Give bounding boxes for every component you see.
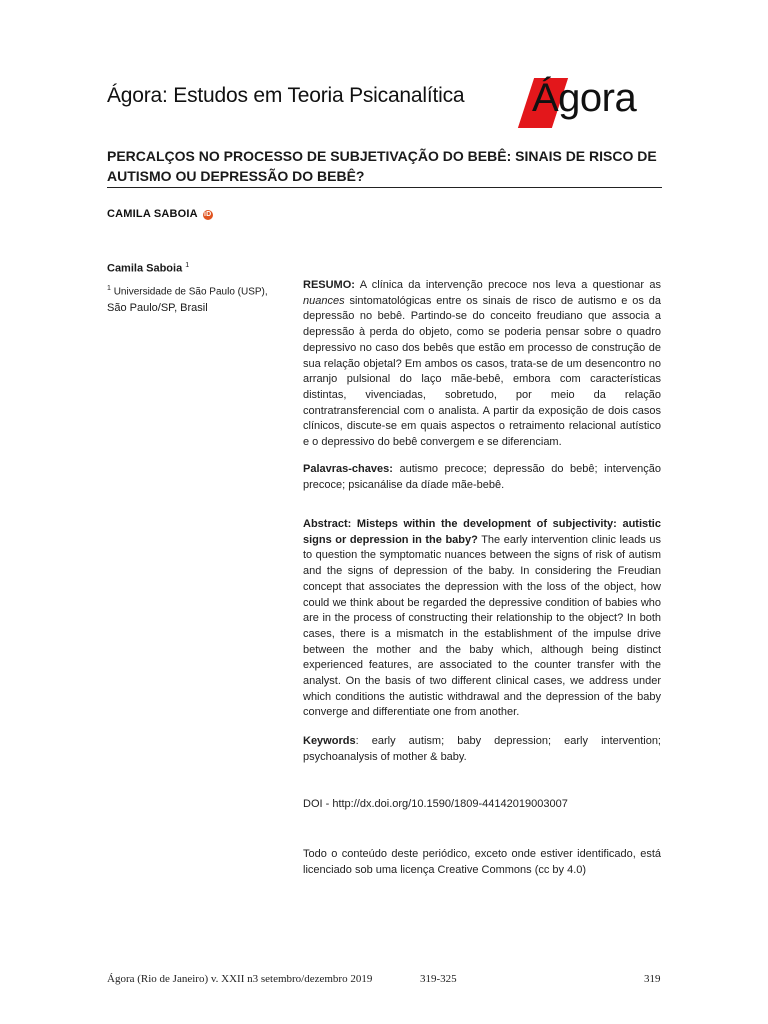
abstract-text: The early intervention clinic leads us to question the symptomatic nuances between the signs of risk of autism and the signs of depression of the baby. In considering the Freudian concept that associates the depression with the loss of the object, how could we think about be regarded the depressive condition of babies who are in the process of constructing their relationship to the object? In both cases, there is a mismatch in the establishment of the impulse drive between the mother and the baby which, although being distinct experienced features, are associated to the counter transfer with the analyst. On the basis of two different clinical cases, we address under which conditions the autistic withdrawal and the depression of the baby converge and differentiate one from another. xyxy=(303,533,661,719)
author-name: CAMILA SABOIA xyxy=(107,208,198,220)
affiliation-institution: Universidade de São Paulo (USP), xyxy=(113,286,268,298)
abstract-label: Abstract: Misteps within the development of subjectivity: autistic signs or depression in the baby? xyxy=(303,518,661,546)
resumo-label: RESUMO: xyxy=(303,279,355,291)
affiliation-author-name: Camila Saboia xyxy=(107,262,183,275)
license-notice: Todo o conteúdo deste periódico, exceto onde estiver identificado, está licenciado sob uma licença Creative Commons (cc by 4.0) xyxy=(303,848,661,876)
palavras-label: Palavras-chaves: xyxy=(303,463,393,475)
affiliation-details xyxy=(107,281,282,316)
resumo-text-b: sintomatológicas entre os sinais de risco de autismo e os da depressão no bebê. Partindo-se do conceito freudiano que associa a depressão à perda do objeto, como se poderia pensar sobre o quadro depressivo no caso dos bebês que estão em processo de construção de sua relação objetal? Em ambos os casos, trata-se de um desencontro no arranjo pulsional do laço mãe-bebê, embora com características distintas, vivenciadas, sobretudo, por meio da relação contratransferencial com o analista. A partir da exposição de dois casos clínicos, discute-se em quais aspectos o retraimento relacional autístico e o depressivo do bebê convergem e se diferenciam. xyxy=(303,294,661,449)
journal-logo xyxy=(518,72,643,128)
title-divider xyxy=(107,187,662,188)
keywords-text: : early autism; baby depression; early intervention; psychoanalysis of mother & baby. xyxy=(303,735,661,763)
affiliation-marker: 1 xyxy=(185,262,190,269)
keywords-label: Keywords xyxy=(303,735,356,747)
affiliation-city: São Paulo/SP, Brasil xyxy=(107,302,208,315)
author-byline xyxy=(107,208,213,220)
doi-link[interactable]: DOI - http://dx.doi.org/10.1590/1809-44142019003007 xyxy=(303,798,568,810)
journal-title: Ágora: Estudos em Teoria Psicanalítica xyxy=(107,84,465,107)
page-number: 319 xyxy=(644,973,661,985)
resumo-paragraph xyxy=(303,278,661,451)
palavras-chaves-paragraph xyxy=(303,462,661,493)
resumo-italic: nuances xyxy=(303,294,345,307)
affiliation-author xyxy=(107,262,189,275)
footer-page-range: 319-325 xyxy=(420,973,457,985)
logo-text: Ágora xyxy=(532,76,637,120)
keywords-paragraph xyxy=(303,734,661,765)
article-title: PERCALÇOS NO PROCESSO DE SUBJETIVAÇÃO DO BEBÊ: SINAIS DE RISCO DE AUTISMO OU DEPRESSÃO DO BEBÊ? xyxy=(107,148,657,184)
footer-citation: Ágora (Rio de Janeiro) v. XXII n3 setembro/dezembro 2019 xyxy=(107,973,373,985)
affiliation-footnote-marker: 1 xyxy=(107,285,111,292)
palavras-text: autismo precoce; depressão do bebê; intervenção precoce; psicanálise da díade mãe-bebê. xyxy=(303,463,661,491)
resumo-text-a: A clínica da intervenção precoce nos leva a questionar as xyxy=(354,279,661,291)
abstract-paragraph xyxy=(303,517,661,721)
orcid-icon[interactable]: iD xyxy=(203,211,212,218)
